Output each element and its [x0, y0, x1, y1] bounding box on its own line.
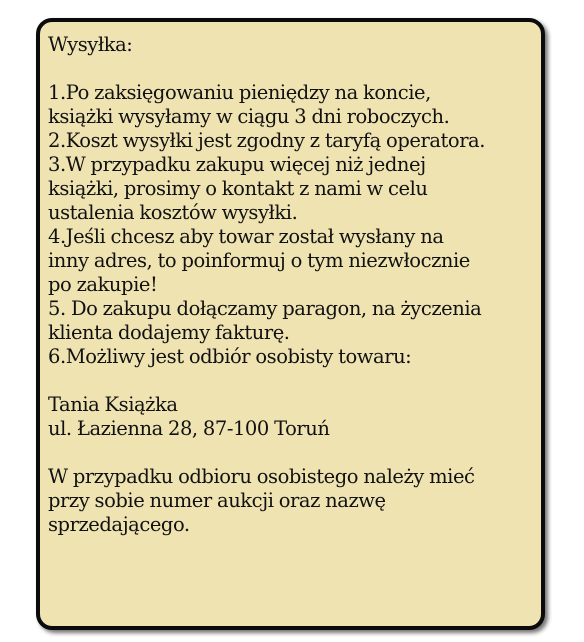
spacer	[48, 369, 535, 393]
note-line: W przypadku odbioru osobistego należy mieć	[48, 465, 475, 488]
item-line: 1.Po zaksięgowaniu pieniędzy na koncie,	[48, 81, 431, 104]
shipping-item-2	[48, 129, 535, 153]
shipping-info-text	[48, 33, 535, 537]
pickup-address	[48, 393, 535, 441]
street-address: ul. Łazienna 28, 87-100 Toruń	[48, 417, 330, 440]
item-line: 2.Koszt wysyłki jest zgodny z taryfą operatora.	[48, 129, 485, 152]
shipping-item-4	[48, 225, 535, 297]
store-name: Tania Książka	[48, 393, 178, 416]
note-line: przy sobie numer aukcji oraz nazwę	[48, 489, 386, 512]
spacer	[48, 441, 535, 465]
item-line: inny adres, to poinformuj o tym niezwłocznie	[48, 249, 470, 272]
item-line: 5. Do zakupu dołączamy paragon, na życzenia	[48, 297, 482, 320]
spacer	[48, 57, 535, 81]
item-line: 4.Jeśli chcesz aby towar został wysłany na	[48, 225, 444, 248]
panel-title: Wysyłka:	[48, 33, 133, 56]
item-line: książki wysyłamy w ciągu 3 dni roboczych.	[48, 105, 450, 128]
item-line: ustalenia kosztów wysyłki.	[48, 201, 298, 224]
item-line: książki, prosimy o kontakt z nami w celu	[48, 177, 428, 200]
shipping-item-1	[48, 81, 535, 129]
pickup-note	[48, 465, 535, 537]
item-line: 6.Możliwy jest odbiór osobisty towaru:	[48, 345, 412, 368]
shipping-info-panel	[36, 18, 545, 630]
item-line: po zakupie!	[48, 273, 158, 296]
shipping-item-6	[48, 345, 535, 369]
item-line: klienta dodajemy fakturę.	[48, 321, 290, 344]
note-line: sprzedającego.	[48, 513, 190, 536]
item-line: 3.W przypadku zakupu więcej niż jednej	[48, 153, 426, 176]
shipping-item-5	[48, 297, 535, 345]
shipping-item-3	[48, 153, 535, 225]
